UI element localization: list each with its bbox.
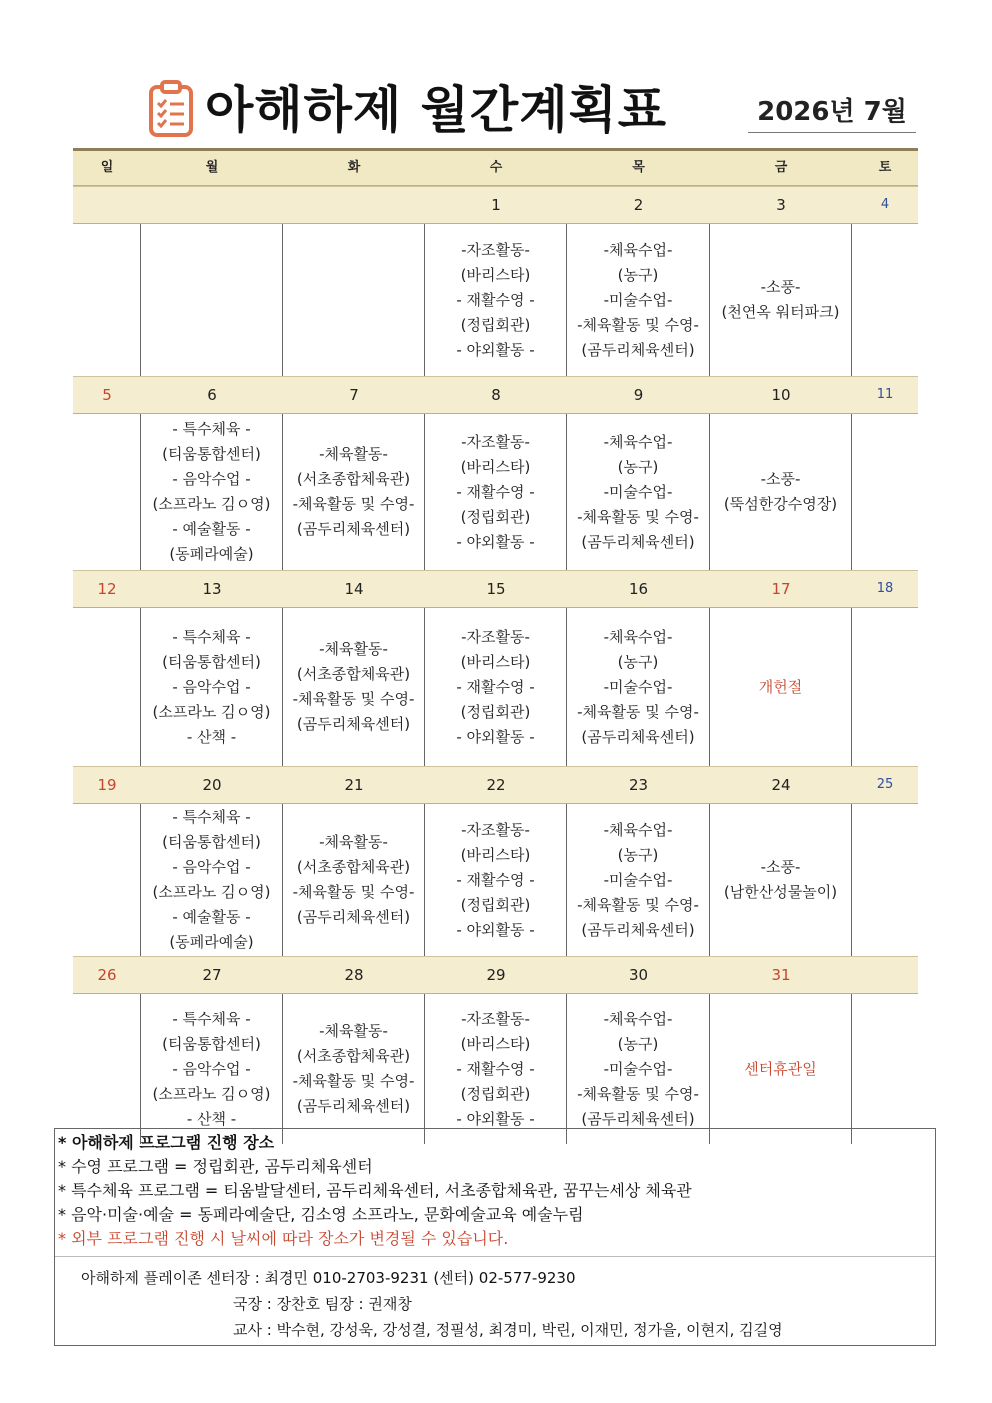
- date-number: 2: [633, 196, 644, 214]
- date-number: 12: [97, 580, 117, 598]
- schedule-row: [73, 994, 918, 1144]
- date-number: 16: [628, 580, 649, 598]
- schedule-cell: -소풍- (남한산성물놀이): [710, 804, 852, 956]
- schedule-cell: -체육활동- (서초종합체육관) -체육활동 및 수영- (곰두리체육센터): [283, 414, 425, 570]
- schedule-cell: [852, 804, 918, 956]
- schedule-cell: -체육수업- (농구) -미술수업- -체육활동 및 수영- (곰두리체육센터): [567, 608, 710, 766]
- date-number: [852, 957, 918, 993]
- date-number: 30: [628, 966, 649, 984]
- weekday-header-row: [73, 151, 918, 186]
- info-box: [54, 1128, 936, 1346]
- schedule-cell: -소풍- (천연옥 워터파크): [710, 224, 852, 376]
- weekday-6: 토: [878, 160, 892, 175]
- schedule-cell: 개헌절: [710, 608, 852, 766]
- schedule-cell: [852, 224, 918, 376]
- date-number: 15: [486, 580, 506, 598]
- date-number: 1: [491, 196, 501, 214]
- schedule-cell: [141, 224, 283, 376]
- schedule-cell: [73, 804, 141, 956]
- schedule-cell: [852, 608, 918, 766]
- schedule-cell: [73, 414, 141, 570]
- note-line: * 특수체육 프로그램 = 티움발달센터, 곰두리체육센터, 서초종합체육관, 꿈꾸는세상 체육관: [58, 1181, 692, 1200]
- date-number: 5: [102, 386, 112, 404]
- date-number: [141, 187, 283, 223]
- date-number: 21: [344, 776, 364, 794]
- date-number: 13: [202, 580, 222, 598]
- schedule-cell: 센터휴관일: [710, 994, 852, 1144]
- schedule-cell: -자조활동- (바리스타) - 재활수영 - (정립회관) - 야외활동 -: [425, 804, 567, 956]
- weekday-1: 월: [205, 160, 219, 175]
- schedule-cell: - 특수체육 - (티움통합센터) - 음악수업 - (소프라노 김ㅇ영) - 산책 -: [141, 994, 283, 1144]
- note-line: * 외부 프로그램 진행 시 날씨에 따라 장소가 변경될 수 있습니다.: [58, 1229, 509, 1248]
- schedule-row: [73, 224, 918, 376]
- schedule-cell: -체육활동- (서초종합체육관) -체육활동 및 수영- (곰두리체육센터): [283, 994, 425, 1144]
- schedule-cell: [852, 414, 918, 570]
- schedule-cell: -체육활동- (서초종합체육관) -체육활동 및 수영- (곰두리체육센터): [283, 804, 425, 956]
- weekday-3: 수: [489, 160, 503, 175]
- contact-managers: 국장 : 장찬호 팀장 : 권재창: [233, 1295, 412, 1313]
- date-number: 7: [349, 386, 359, 404]
- date-number: 11: [876, 387, 894, 402]
- date-number: [73, 187, 141, 223]
- note-line: * 음악·미술·예술 = 동페라예술단, 김소영 소프라노, 문화예술교육 예술누림: [58, 1205, 584, 1224]
- contacts-block: [81, 1265, 783, 1343]
- date-number: 18: [876, 581, 894, 596]
- clipboard-checklist-icon: [148, 80, 194, 138]
- date-row: [73, 186, 918, 224]
- date-number: 22: [486, 776, 506, 794]
- schedule-cell: - 특수체육 - (티움통합센터) - 음악수업 - (소프라노 김ㅇ영) - 예술활동 - (동페라예술): [141, 804, 283, 956]
- date-row: [73, 766, 918, 804]
- weekday-5: 금: [774, 160, 788, 175]
- month-underline: [748, 132, 916, 133]
- note-line: * 아해하제 프로그램 진행 장소: [58, 1133, 275, 1152]
- month-label: 2026년 7월: [757, 97, 907, 127]
- date-number: 27: [202, 966, 222, 984]
- schedule-cell: -소풍- (뚝섬한강수영장): [710, 414, 852, 570]
- date-row: [73, 376, 918, 414]
- date-number: 19: [97, 776, 117, 794]
- schedule-cell: [73, 608, 141, 766]
- schedule-cell: -자조활동- (바리스타) - 재활수영 - (정립회관) - 야외활동 -: [425, 608, 567, 766]
- schedule-cell: -체육수업- (농구) -미술수업- -체육활동 및 수영- (곰두리체육센터): [567, 414, 710, 570]
- page-header: [0, 70, 992, 150]
- notes-list: [55, 1129, 935, 1251]
- date-number: 3: [776, 196, 786, 214]
- schedule-cell: [73, 994, 141, 1144]
- schedule-cell: -체육활동- (서초종합체육관) -체육활동 및 수영- (곰두리체육센터): [283, 608, 425, 766]
- schedule-cell: - 특수체육 - (티움통합센터) - 음악수업 - (소프라노 김ㅇ영) - 예술활동 - (동페라예술): [141, 414, 283, 570]
- note-line: * 수영 프로그램 = 정립회관, 곰두리체육센터: [58, 1157, 373, 1176]
- date-number: 4: [880, 197, 890, 212]
- schedule-cell: - 특수체육 - (티움통합센터) - 음악수업 - (소프라노 김ㅇ영) - 산책 -: [141, 608, 283, 766]
- schedule-cell: -체육수업- (농구) -미술수업- -체육활동 및 수영- (곰두리체육센터): [567, 994, 710, 1144]
- date-number: 8: [491, 386, 501, 404]
- date-number: 17: [771, 580, 791, 598]
- schedule-cell: -자조활동- (바리스타) - 재활수영 - (정립회관) - 야외활동 -: [425, 224, 567, 376]
- date-row: [73, 956, 918, 994]
- weekday-0: 일: [100, 160, 114, 175]
- contact-teachers: 교사 : 박수현, 강성욱, 강성결, 정필성, 최경미, 박린, 이재민, 정가을, 이현지, 김길영: [233, 1321, 783, 1339]
- date-number: [283, 187, 425, 223]
- schedule-cell: [73, 224, 141, 376]
- schedule-row: [73, 608, 918, 766]
- date-number: 23: [628, 776, 649, 794]
- date-number: 10: [771, 386, 791, 404]
- date-number: 28: [344, 966, 364, 984]
- schedule-cell: [283, 224, 425, 376]
- schedule-cell: -체육수업- (농구) -미술수업- -체육활동 및 수영- (곰두리체육센터): [567, 804, 710, 956]
- schedule-cell: [852, 994, 918, 1144]
- contact-director: 아해하제 플레이존 센터장 : 최경민 010-2703-9231 (센터) 02-577-9230: [81, 1269, 576, 1287]
- schedule-row: [73, 804, 918, 956]
- date-number: 6: [207, 386, 217, 404]
- date-number: 26: [97, 966, 117, 984]
- schedule-row: [73, 414, 918, 570]
- page-title: 아해하제 월간계획표: [205, 81, 668, 139]
- schedule-cell: -자조활동- (바리스타) - 재활수영 - (정립회관) - 야외활동 -: [425, 414, 567, 570]
- schedule-cell: -자조활동- (바리스타) - 재활수영 - (정립회관) - 야외활동 -: [425, 994, 567, 1144]
- date-number: 14: [344, 580, 364, 598]
- date-number: 25: [876, 777, 894, 792]
- schedule-cell: -체육수업- (농구) -미술수업- -체육활동 및 수영- (곰두리체육센터): [567, 224, 710, 376]
- date-number: 20: [202, 776, 222, 794]
- calendar-table: [73, 148, 918, 1144]
- date-number: 31: [771, 966, 791, 984]
- date-number: 9: [633, 386, 644, 404]
- date-row: [73, 570, 918, 608]
- weekday-2: 화: [347, 160, 361, 175]
- date-number: 29: [486, 966, 506, 984]
- divider: [55, 1256, 935, 1257]
- weekday-4: 목: [632, 160, 645, 175]
- date-number: 24: [771, 776, 791, 794]
